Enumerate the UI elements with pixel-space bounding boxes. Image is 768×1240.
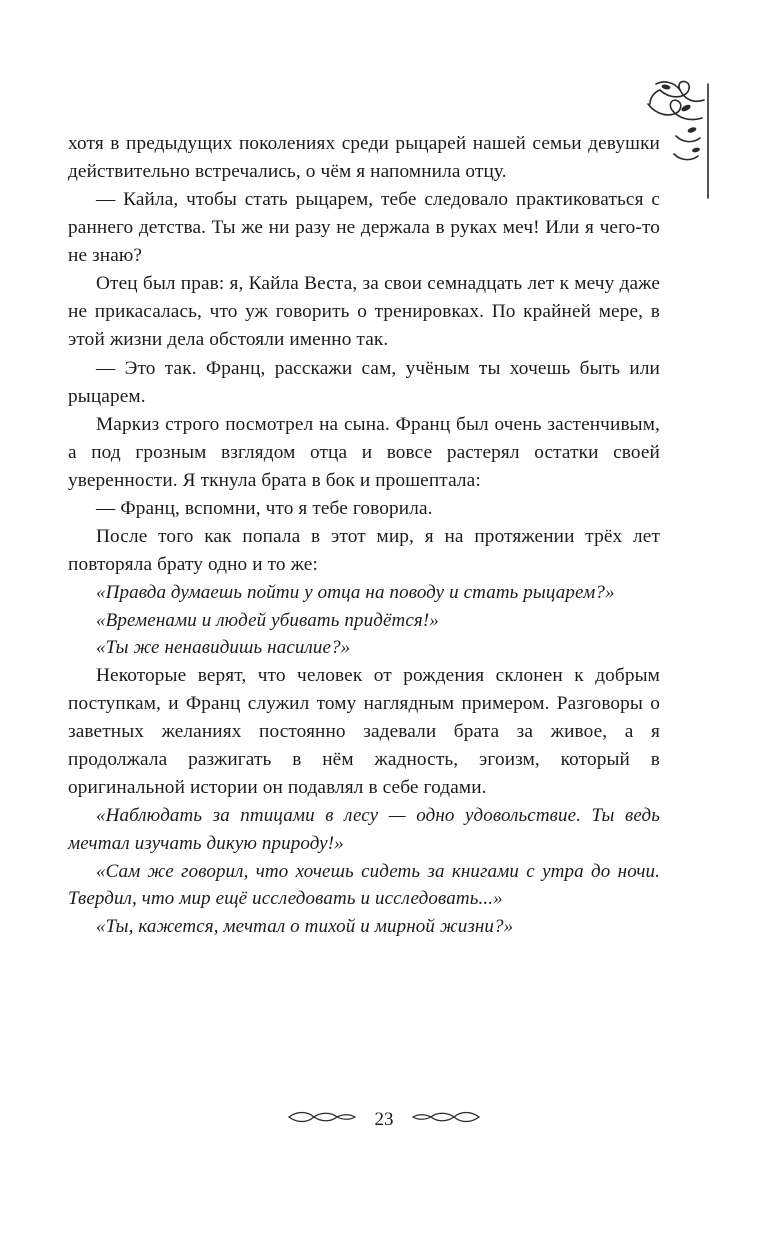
quoted-line: «Ты же ненавидишь насилие?» <box>96 637 351 659</box>
paragraph: хотя в предыдущих поколениях среди рыцарей нашей семьи девушки действительно встречались, о чём я напомнила отцу. <box>68 133 660 183</box>
quoted-line: «Правда думаешь пойти у отца на поводу и стать рыцарем?» <box>96 582 615 603</box>
quoted-line: «Ты, кажется, мечтал о тихой и мирной жизни?» <box>96 915 514 937</box>
page-number: 23 <box>374 1108 394 1130</box>
quoted-line: «Наблюдать за птицами в лесу — одно удовольствие. Ты ведь мечтал изучать дикую природу!» <box>68 805 660 854</box>
paragraph: Некоторые верят, что человек от рождения склонен к добрым поступкам, и Франц служил тому наглядным примером. Разговоры о заветных желаниях постоянно задевали брата за живое, а я продолжала разжигать в нём жадность, эгоизм, который в оригинальной истории он подавлял в себе годами. <box>68 664 660 799</box>
paragraph: — Франц, вспомни, что я тебе говорила. <box>96 497 433 519</box>
right-flourish-ornament <box>411 1108 481 1131</box>
quoted-line: «Сам же говорил, что хочешь сидеть за книгами с утра до ночи. Твердил, что мир ещё исследовать и исследовать...» <box>68 860 660 910</box>
paragraph: Отец был прав: я, Кайла Веста, за свои семнадцать лет к мечу даже не прикасалась, что уж говорить о тренировках. По крайней мере, в этой жизни дела обстояли именно так. <box>68 273 660 351</box>
paragraph: После того как попала в этот мир, я на протяжении трёх лет повторяла брату одно и то же: <box>68 525 660 575</box>
body-text <box>68 130 660 940</box>
paragraph: Маркиз строго посмотрел на сына. Франц был очень застенчивым, а под грозным взглядом отца и вовсе растерял остатки своей уверенности. Я ткнула брата в бок и прошептала: <box>68 413 660 491</box>
page-footer <box>0 1108 768 1131</box>
paragraph: — Это так. Франц, расскажи сам, учёным ты хочешь быть или рыцарем. <box>68 357 660 407</box>
left-flourish-ornament <box>287 1108 357 1131</box>
quoted-line: «Временами и людей убивать придётся!» <box>96 609 439 631</box>
paragraph: — Кайла, чтобы стать рыцарем, тебе следовало практиковаться с раннего детства. Ты же ни разу не держала в руках меч! Или я чего-то не знаю? <box>68 189 660 267</box>
